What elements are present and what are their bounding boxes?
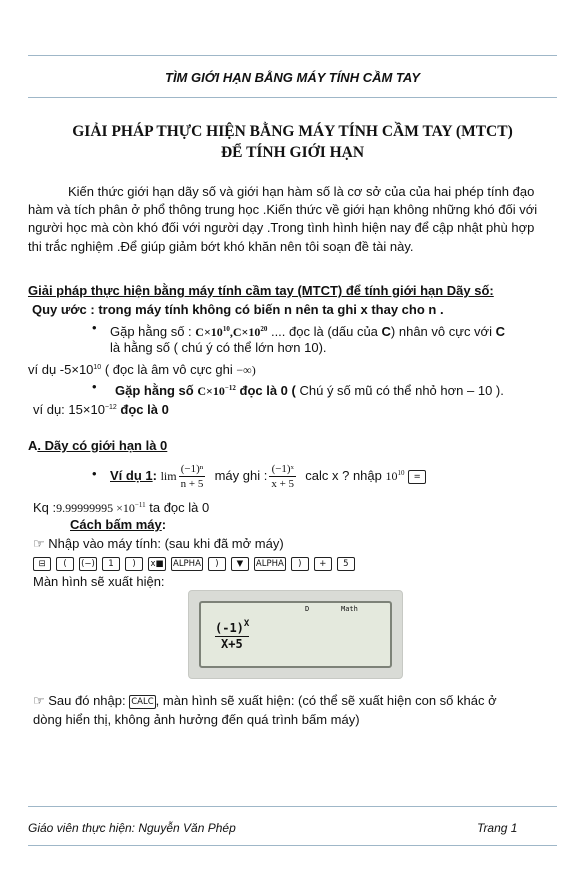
result-text: ta đọc là 0 bbox=[149, 500, 210, 515]
example2 bbox=[33, 399, 169, 419]
step2-line2: dòng hiển thị, không ảnh hưởng đến quá trình bấm máy) bbox=[33, 712, 360, 727]
bullet2-line bbox=[115, 379, 504, 400]
calc-value: $10^{10}$ bbox=[385, 469, 405, 483]
header-bottom-rule bbox=[28, 97, 557, 98]
bullet1-e: C bbox=[495, 324, 505, 339]
example1-text: ví dụ -5×10 bbox=[28, 362, 94, 377]
footer-bottom-rule bbox=[28, 845, 557, 846]
equals-key: = bbox=[408, 470, 426, 484]
keying-heading bbox=[70, 516, 166, 534]
example-1-line bbox=[110, 456, 431, 493]
display-numerator: (-1) bbox=[215, 621, 244, 635]
one-key: 1 bbox=[102, 557, 120, 571]
bullet1-line1 bbox=[110, 320, 505, 341]
display-fraction bbox=[215, 617, 249, 651]
calculator-screenshot bbox=[188, 590, 403, 679]
display-denominator: X+5 bbox=[221, 637, 243, 651]
footer-teacher: Giáo viên thực hiện: Nguyễn Văn Phép bbox=[28, 821, 236, 835]
alpha-key: ALPHA bbox=[173, 558, 201, 569]
close-paren-key: ) bbox=[291, 557, 309, 571]
keying-heading-text: Cách bấm máy bbox=[70, 517, 162, 532]
bullet1-math: $C\times 10^{10},C\times 10^{20}$ bbox=[195, 325, 268, 339]
bullet1-line2: là hằng số ( chú ý có thể lớn hơn 10). bbox=[110, 340, 327, 355]
example1-math: −∞) bbox=[236, 363, 256, 377]
fraction-key: ⊟ bbox=[33, 557, 51, 571]
close-paren-key: ) bbox=[125, 557, 143, 571]
example2-exp: −12 bbox=[104, 404, 117, 411]
example-1-colon: : bbox=[152, 468, 157, 483]
section-heading: Giải pháp thực hiện bằng máy tính cầm tay (MTCT) để tính giới hạn Dãy số: bbox=[28, 283, 494, 298]
example1-text-b: ( đọc là âm vô cực ghi bbox=[104, 362, 233, 377]
step2-line1 bbox=[33, 692, 497, 710]
down-arrow-key: ▼ bbox=[231, 557, 249, 571]
screen-intro: Màn hình sẽ xuất hiện: bbox=[33, 574, 165, 589]
keying-colon: : bbox=[161, 517, 167, 532]
display-indicator-math: Math bbox=[341, 605, 358, 613]
header-top-rule bbox=[28, 55, 557, 56]
bullet-dot: • bbox=[92, 320, 97, 335]
result-math: $9.99999995 \times 10^{-11}$ bbox=[56, 501, 146, 515]
display-indicator-d: D bbox=[305, 605, 310, 613]
display-exponent: X bbox=[243, 619, 250, 629]
bullet2-text-b: đọc là 0 ( bbox=[239, 383, 296, 398]
section-a-title: . Dãy có giới hạn là 0 bbox=[37, 438, 168, 453]
bullet-dot: • bbox=[92, 466, 97, 481]
section-a-heading bbox=[28, 437, 167, 455]
title-line-1: GIẢI PHÁP THỰC HIỆN BẰNG MÁY TÍNH CẦM TAY (MTCT) bbox=[72, 123, 513, 140]
step1-text: ☞ Nhập vào máy tính: (sau khi đã mở máy) bbox=[33, 536, 284, 551]
bullet1-text-b: .... đọc là (dấu của bbox=[270, 324, 378, 339]
calculator-display bbox=[199, 601, 392, 668]
bullet-dot: • bbox=[92, 379, 97, 394]
calc-fraction: $\frac{\text{(−1)ˣ}}{x + 5}$ bbox=[271, 463, 295, 491]
limit-fraction: $\frac{\text{(−1)ⁿ}}{n + 5}$ bbox=[180, 463, 204, 491]
close-paren-key: ) bbox=[208, 557, 226, 571]
page-header-title: TÌM GIỚI HẠN BẰNG MÁY TÍNH CẦM TAY bbox=[165, 70, 420, 85]
example1 bbox=[28, 359, 256, 379]
calc-key: CALC bbox=[131, 696, 154, 707]
plus-key: + bbox=[314, 557, 332, 571]
example1-exp: 10 bbox=[93, 364, 102, 371]
bullet1-c: C bbox=[381, 324, 391, 339]
negative-key: (−) bbox=[79, 557, 97, 571]
result-line bbox=[33, 496, 209, 517]
intro-paragraph: Kiến thức giới hạn dãy số và giới hạn hàm số là cơ sở của của hai phép tính đạo hàm và tích phân ở phổ thông trung học .Kiến thức về giới hạn không những khó đối với người học mà còn khó đối với người dạy .Trong tình hình hiện nay để cập nhật phù hợp thi trắc nghiệm .Để giúp giảm bớt khó khăn nên tôi soạn đề tài này. bbox=[28, 184, 538, 254]
bullet1-text-d: ) nhân vô cực với bbox=[390, 324, 492, 339]
may-ghi-text: máy ghi : bbox=[214, 468, 268, 483]
bullet2-math: $C\times 10^{-12}$ bbox=[197, 384, 236, 398]
alpha-key: ALPHA bbox=[255, 558, 284, 569]
bullet2-text-c: Chú ý số mũ có thể nhỏ hơn – 10 ). bbox=[299, 383, 504, 398]
section-a-prefix: A bbox=[28, 438, 38, 453]
example2-text: ví dụ: 15×10 bbox=[33, 402, 105, 417]
step2-text: ☞ Sau đó nhập: bbox=[33, 693, 126, 708]
five-key: 5 bbox=[337, 557, 355, 571]
example-1-label: Ví dụ 1 bbox=[110, 468, 153, 483]
bullet2-text: Gặp hằng số bbox=[115, 383, 194, 398]
calc-instruction: calc x ? nhập bbox=[305, 468, 382, 483]
lim-symbol: lim bbox=[160, 469, 177, 483]
step2-text-b: , màn hình sẽ xuất hiện: (có thể sẽ xuất hiện con số khác ở bbox=[155, 693, 497, 708]
result-label: Kq : bbox=[33, 500, 57, 515]
title-line-2: ĐỂ TÍNH GIỚI HẠN bbox=[220, 144, 365, 161]
open-paren-key: ( bbox=[56, 557, 74, 571]
document-title bbox=[28, 121, 557, 163]
example2-text-b: đọc là 0 bbox=[120, 402, 169, 417]
bullet1-text: Gặp hằng số : bbox=[110, 324, 192, 339]
convention-text: Quy ước : trong máy tính không có biến n nên ta ghi x thay cho n . bbox=[32, 302, 444, 317]
key-sequence bbox=[33, 554, 360, 572]
power-key: x■ bbox=[148, 557, 166, 571]
footer-top-rule bbox=[28, 806, 557, 807]
footer-page-number: Trang 1 bbox=[477, 821, 518, 835]
